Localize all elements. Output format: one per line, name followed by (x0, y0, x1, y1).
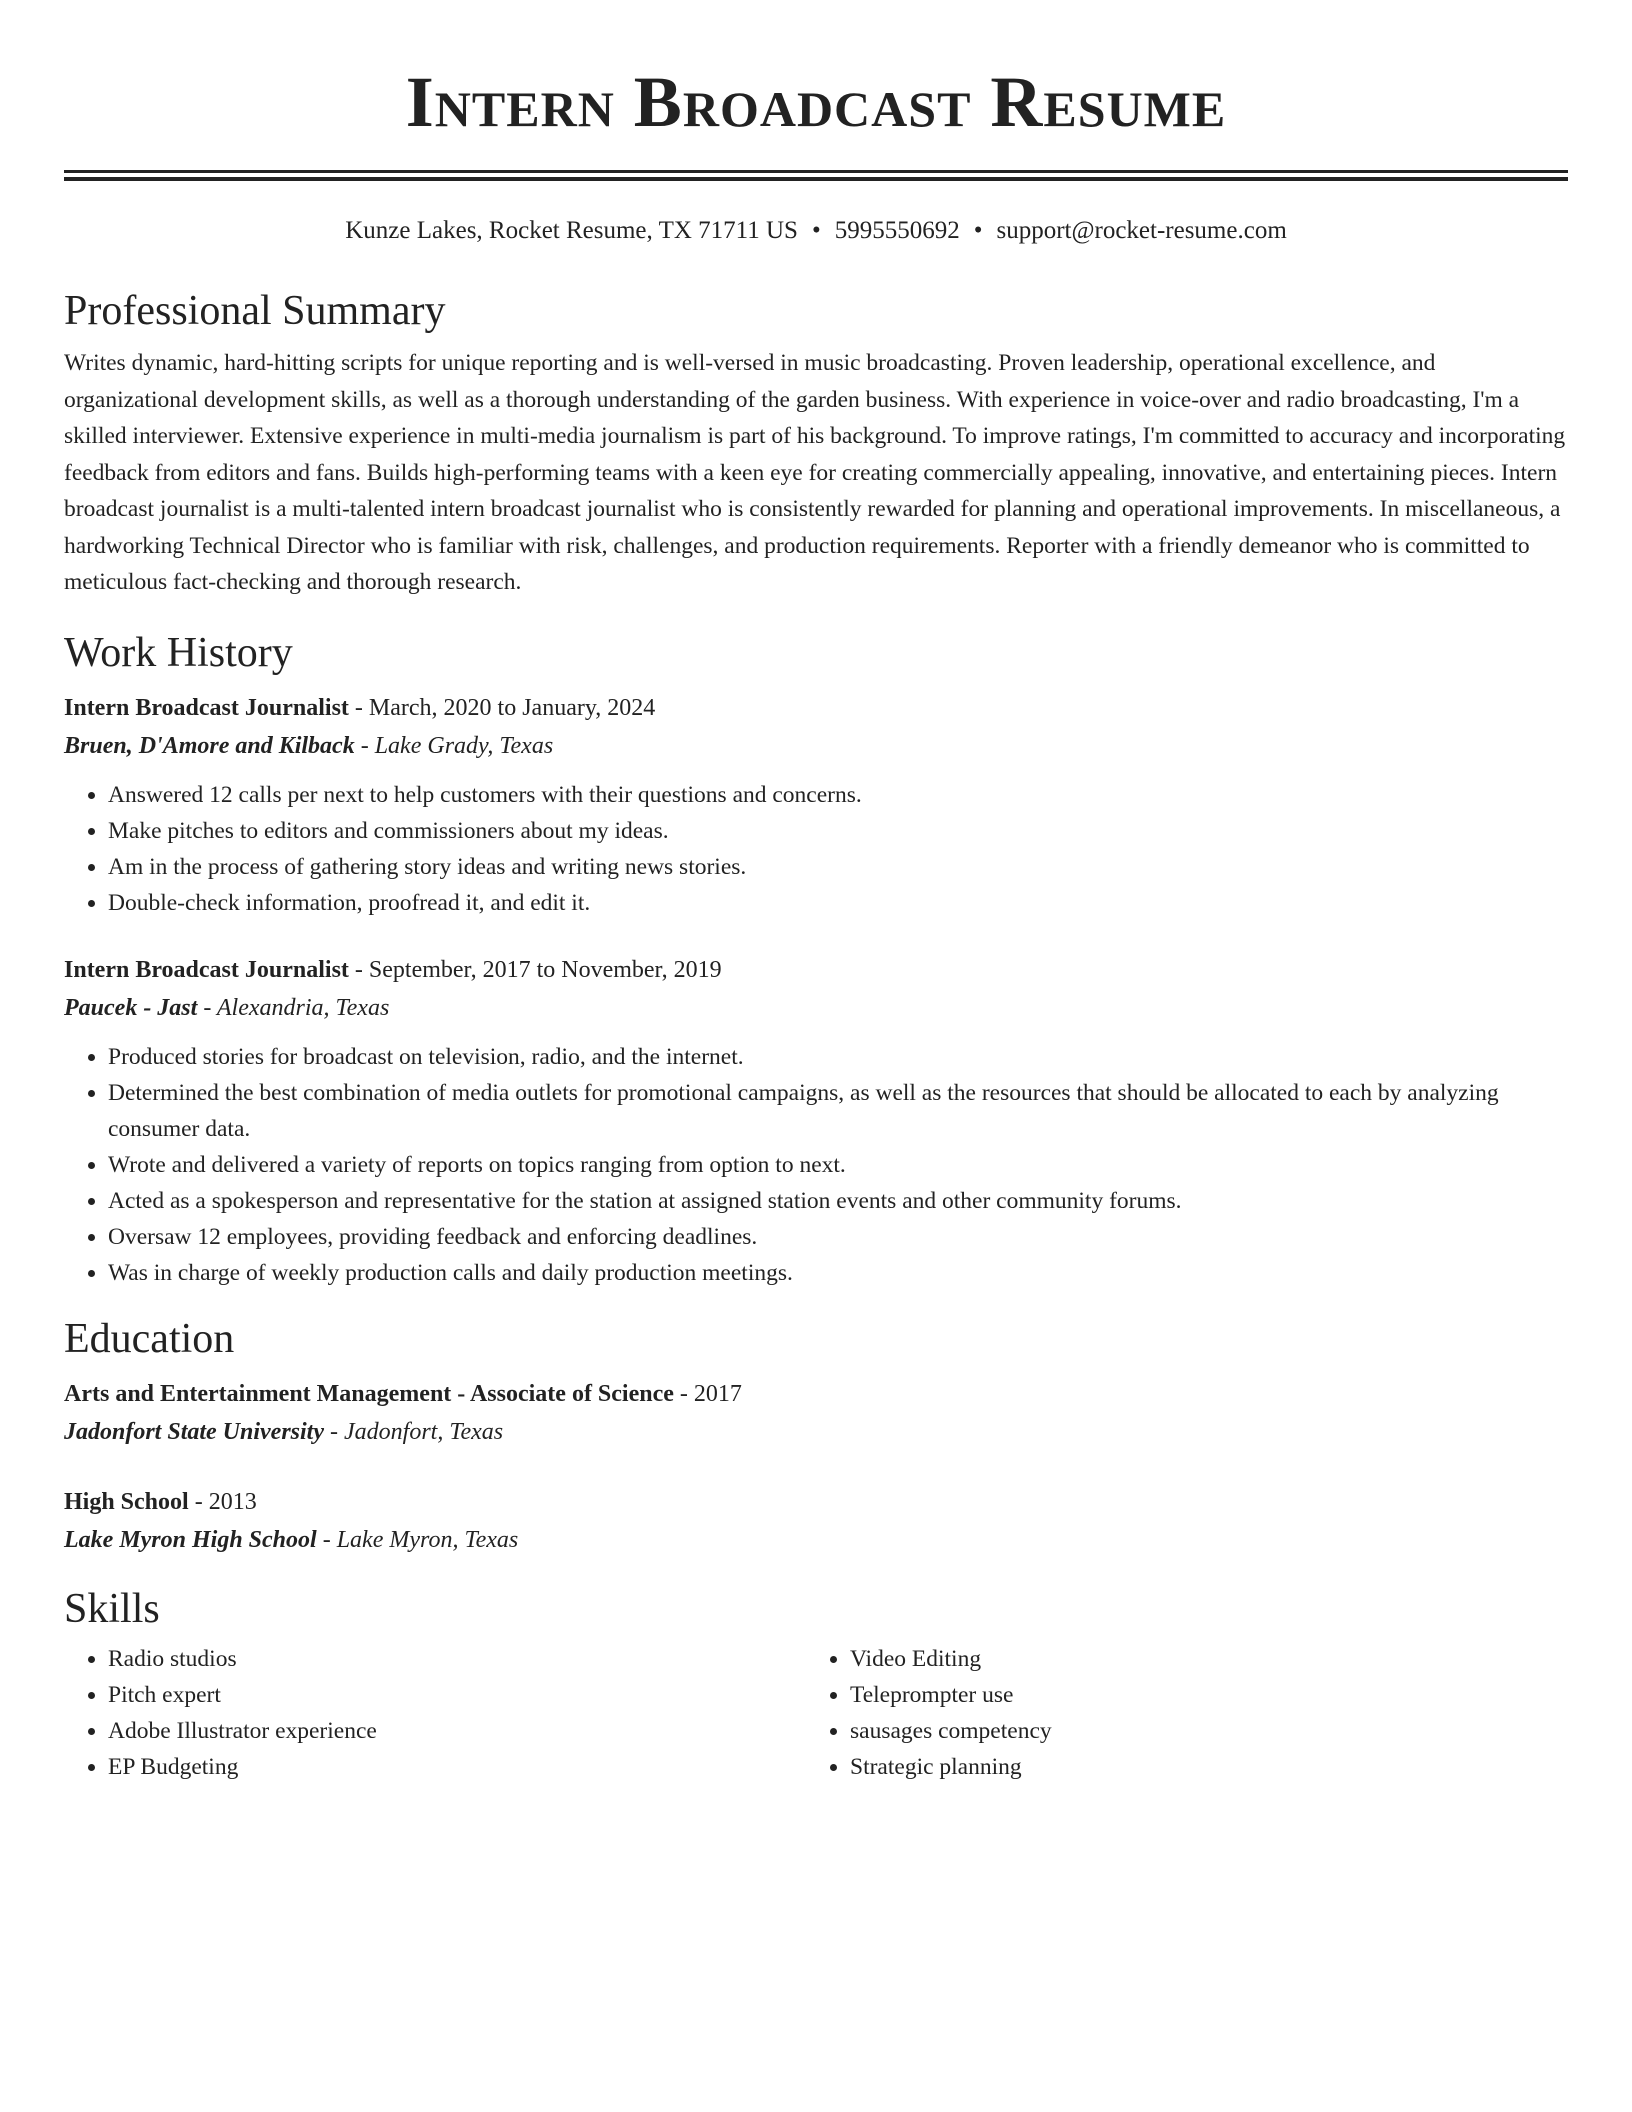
job-bullets (64, 1039, 1568, 1291)
title-divider (64, 170, 1568, 181)
list-item: • Was in charge of weekly production calls and daily production meetings. (108, 1255, 1568, 1291)
education-degree-line (64, 1483, 1568, 1521)
job-entry (64, 689, 1568, 921)
education-degree: High School (64, 1488, 189, 1515)
skill-item: • sausages competency (850, 1713, 1548, 1749)
job-heading (64, 689, 1568, 727)
contact-address: Kunze Lakes, Rocket Resume, TX 71711 US (345, 217, 798, 244)
skills-heading: Skills (64, 1585, 160, 1632)
skill-item: • Teleprompter use (850, 1677, 1548, 1713)
education-location: - Lake Myron, Texas (316, 1526, 519, 1553)
job-company: Bruen, D'Amore and Kilback (64, 732, 355, 759)
list-item: • Am in the process of gathering story ideas and writing news stories. (108, 849, 1568, 885)
job-title: Intern Broadcast Journalist (64, 694, 349, 721)
job-title: Intern Broadcast Journalist (64, 956, 349, 983)
skills-list (806, 1641, 1548, 1785)
list-item: • Wrote and delivered a variety of reports on topics ranging from option to next. (108, 1147, 1568, 1183)
skill-item: • EP Budgeting (108, 1749, 806, 1785)
education-entry (64, 1375, 1568, 1451)
skill-item: • Strategic planning (850, 1749, 1548, 1785)
job-dates: - September, 2017 to November, 2019 (348, 956, 722, 983)
skill-item: • Radio studios (108, 1641, 806, 1677)
list-item: • Produced stories for broadcast on television, radio, and the internet. (108, 1039, 1568, 1075)
skills-grid (64, 1641, 1568, 1785)
job-location: - Lake Grady, Texas (354, 732, 554, 759)
contact-email: support@rocket-resume.com (996, 217, 1287, 244)
list-item: • Oversaw 12 employees, providing feedback and enforcing deadlines. (108, 1219, 1568, 1255)
contact-separator: • (973, 217, 983, 244)
list-item: • Make pitches to editors and commissioners about my ideas. (108, 813, 1568, 849)
education-year: - 2013 (188, 1488, 257, 1515)
education-school: Jadonfort State University (64, 1418, 325, 1445)
education-year: - 2017 (673, 1380, 742, 1407)
skill-item: • Video Editing (850, 1641, 1548, 1677)
job-heading (64, 951, 1568, 989)
contact-separator: • (811, 217, 821, 244)
list-item: • Answered 12 calls per next to help customers with their questions and concerns. (108, 777, 1568, 813)
contact-line (64, 215, 1568, 247)
education-degree: Arts and Entertainment Management - Associate of Science (64, 1380, 674, 1407)
work-history-heading: Work History (64, 629, 293, 676)
job-location: - Alexandria, Texas (197, 994, 390, 1021)
skills-column-left (64, 1641, 806, 1785)
list-item: • Determined the best combination of media outlets for promotional campaigns, as well as the resources that should be allocated to each by analyzing consumer data. (108, 1075, 1568, 1147)
job-company-line (64, 989, 1568, 1027)
education-school: Lake Myron High School (64, 1526, 317, 1553)
job-dates: - March, 2020 to January, 2024 (348, 694, 656, 721)
list-item: • Acted as a spokesperson and representative for the station at assigned station events and other community forums. (108, 1183, 1568, 1219)
education-entry (64, 1483, 1568, 1559)
summary-heading: Professional Summary (64, 288, 446, 334)
education-heading: Education (64, 1315, 235, 1362)
education-location: - Jadonfort, Texas (324, 1418, 504, 1445)
job-company-line (64, 727, 1568, 765)
education-school-line (64, 1521, 1568, 1559)
education-degree-line (64, 1375, 1568, 1413)
contact-phone: 5995550692 (834, 217, 960, 244)
skill-item: • Pitch expert (108, 1677, 806, 1713)
job-entry (64, 951, 1568, 1291)
job-company: Paucek - Jast (64, 994, 198, 1021)
skills-list (64, 1641, 806, 1785)
job-bullets (64, 777, 1568, 921)
summary-text: Writes dynamic, hard-hitting scripts for unique reporting and is well-versed in music broadcasting. Proven leadership, operational excellence, and organizational development skills, as well as a thorough understanding of the garden business. With experience in voice-over and radio broadcasting, I'm a skilled interviewer. Extensive experience in multi-media journalism is part of his background. To improve ratings, I'm committed to accuracy and incorporating feedback from editors and fans. Builds high-performing teams with a keen eye for creating commercially appealing, innovative, and entertaining pieces. Intern broadcast journalist is a multi-talented intern broadcast journalist who is consistently rewarded for planning and operational improvements. In miscellaneous, a hardworking Technical Director who is familiar with risk, challenges, and production requirements. Reporter with a friendly demeanor who is committed to meticulous fact-checking and thorough research. (64, 350, 1566, 595)
list-item: • Double-check information, proofread it, and edit it. (108, 885, 1568, 921)
resume-title: Intern Broadcast Resume (405, 62, 1227, 142)
education-school-line (64, 1413, 1568, 1451)
skills-column-right (806, 1641, 1548, 1785)
skill-item: • Adobe Illustrator experience (108, 1713, 806, 1749)
